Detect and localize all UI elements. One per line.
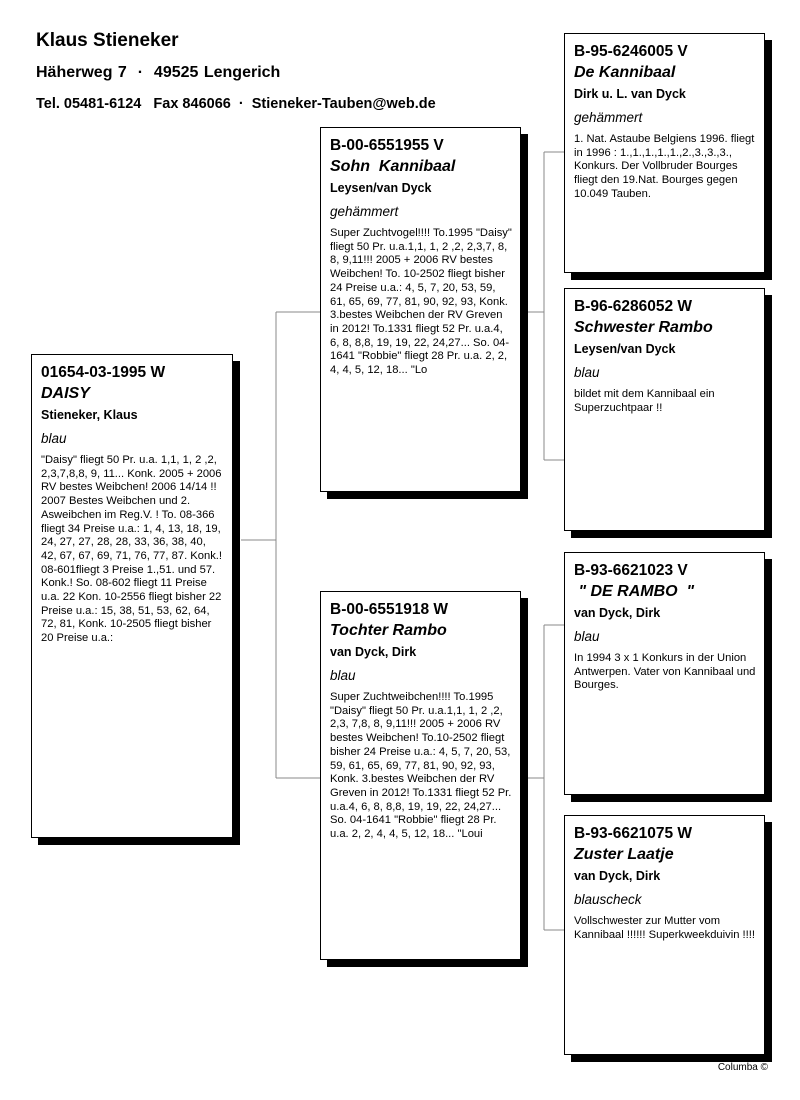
breeder: van Dyck, Dirk: [574, 869, 661, 883]
ring-number: 01654-03-1995 W: [41, 364, 166, 381]
pigeon-name: De Kannibaal: [574, 64, 676, 81]
pigeon-card-subject: [31, 354, 233, 838]
plumage-color: blau: [41, 431, 67, 446]
pigeon-card-dam-dam: [564, 815, 765, 1055]
breeder: Leysen/van Dyck: [330, 181, 432, 195]
breeder: van Dyck, Dirk: [330, 645, 417, 659]
ring-number: B-00-6551918 W: [330, 601, 449, 618]
owner-contact: Tel. 05481-6124 Fax 846066 · Stieneker-Tauben@web.de: [36, 96, 436, 112]
breeder: Stieneker, Klaus: [41, 408, 138, 422]
ring-number: B-95-6246005 V: [574, 43, 688, 60]
notes: In 1994 3 x 1 Konkurs in der Union Antwerpen. Vater von Kannibaal und Bourges.: [574, 652, 756, 692]
plumage-color: gehämmert: [574, 110, 643, 125]
owner-address: Häherweg 7 · 49525 Lengerich: [36, 64, 281, 81]
pigeon-card-dam: [320, 591, 521, 960]
notes: Super Zuchtweibchen!!!! To.1995 "Daisy" fliegt 50 Pr. u.a.1,1, 1, 2 ,2, 2,3, 7,8, 8, 9,11!!! 2005 + 2006 RV bestes Weibchen! To.10-2502 fliegt bisher 24 Preise u.a.: 4, 5, 7, 20, 53, 59, 61, 65, 69, 77, 81, 90, 92, 93, Konk. 3.bestes Weibchen der RV Greven in 2012! To.1331 fliegt 52 Pr. u.a.4, 6, 8, 8,8, 19, 19, 22, 24,27... So. 04-1641 "Robbie" fliegt 28 Pr. u.a. 2, 2, 4, 4, 5, 12, 18... "Loui: [330, 691, 512, 841]
breeder: Leysen/van Dyck: [574, 342, 676, 356]
plumage-color: gehämmert: [330, 204, 399, 219]
pigeon-name: Sohn Kannibaal: [330, 158, 456, 175]
breeder: Dirk u. L. van Dyck: [574, 87, 686, 101]
notes: "Daisy" fliegt 50 Pr. u.a. 1,1, 1, 2 ,2, 2,3,7,8,8, 9, 11... Konk. 2005 + 2006 RV bestes Weibchen! 2006 14/14 !! 2007 Bestes Weibchen und 2. Asweibchen im Reg.V. ! To. 08-366 fliegt 34 Preise u.a.: 1, 4, 13, 18, 19, 24, 27, 27, 28, 28, 33, 36, 38, 40, 42, 67, 67, 69, 71, 76, 77, 87. Konk.! 08-601fliegt 3 Preise 1.,51. und 57. Konk.! So. 08-602 fliegt 11 Preise u.a. 22 Kon. 10-2556 fliegt bisher 22 Preise u.a.: 15, 38, 51, 53, 62, 64, 72, 81, Konk. 10-2505 fliegt bisher 20 Preise u.a.:: [41, 454, 222, 645]
pigeon-name: " DE RAMBO ": [574, 583, 695, 600]
ring-number: B-93-6621023 V: [574, 562, 688, 579]
pigeon-card-sire-sire: [564, 33, 765, 273]
pigeon-card-sire: [320, 127, 521, 492]
notes: Vollschwester zur Mutter vom Kannibaal !!!!!! Superkweekduivin !!!!: [574, 915, 755, 941]
notes: bildet mit dem Kannibaal ein Superzuchtpaar !!: [574, 388, 715, 414]
notes: 1. Nat. Astaube Belgiens 1996. fliegt in 1996 : 1.,1.,1.,1.,1.,2.,3.,3.,3., Konkurs. Der Vollbruder Bourges fliegt den 19.Nat. Bourges gegen 10.049 Tauben.: [574, 133, 755, 200]
pigeon-name: DAISY: [41, 385, 90, 402]
plumage-color: blau: [574, 629, 600, 644]
ring-number: B-93-6621075 W: [574, 825, 693, 842]
notes: Super Zuchtvogel!!!! To.1995 "Daisy" fliegt 50 Pr. u.a.1,1, 1, 2 ,2, 2,3,7, 8, 8, 9,11!!! 2005 + 2006 RV bestes Weibchen! To. 10-2502 fliegt bisher 24 Preise u.a.: 4, 5, 7, 20, 53, 59, 61, 65, 69, 77, 81, 90, 92, 93, Konk. 3.bestes Weibchen der RV Greven in 2012! To.1331 fliegt 52 Pr. u.a.4, 6, 8, 8,8, 19, 19, 22, 24,27... So. 04-1641 "Robbie" fliegt 28 Pr. u.a. 2, 2, 4, 4, 5, 12, 18... "Lo: [330, 227, 512, 377]
plumage-color: blauscheck: [574, 892, 642, 907]
owner-name: Klaus Stieneker: [36, 30, 179, 51]
pigeon-card-dam-sire: [564, 552, 765, 795]
pigeon-name: Tochter Rambo: [330, 622, 447, 639]
pigeon-card-sire-dam: [564, 288, 765, 531]
plumage-color: blau: [574, 365, 600, 380]
ring-number: B-96-6286052 W: [574, 298, 693, 315]
plumage-color: blau: [330, 668, 356, 683]
pigeon-name: Schwester Rambo: [574, 319, 713, 336]
breeder: van Dyck, Dirk: [574, 606, 661, 620]
footer-credit: Columba ©: [717, 1062, 768, 1073]
pigeon-name: Zuster Laatje: [574, 846, 674, 863]
ring-number: B-00-6551955 V: [330, 137, 444, 154]
